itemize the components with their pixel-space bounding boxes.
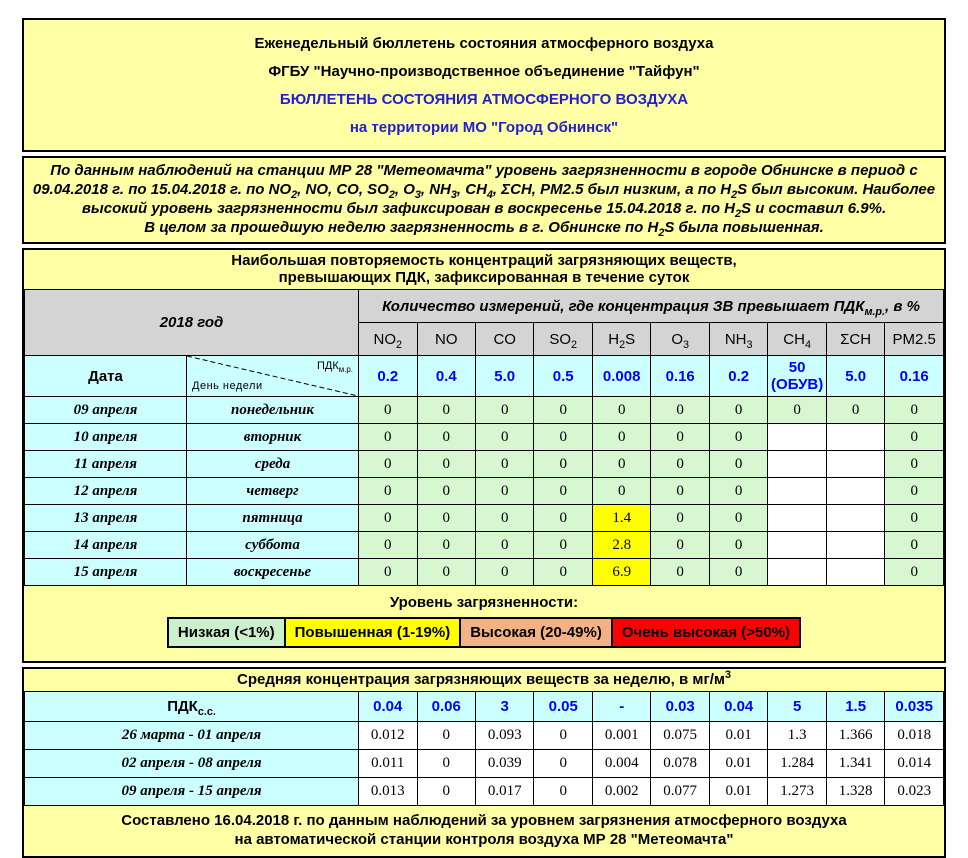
avg-value-cell: 0.004: [592, 750, 650, 778]
measurement-cell: [768, 451, 826, 478]
column-header: $H_2S$: [592, 323, 650, 356]
pdk-mr-value: 5.0: [826, 356, 884, 397]
measurement-cell: 0: [709, 478, 767, 505]
table1-title: [24, 250, 944, 289]
measurement-cell: 0: [359, 424, 417, 451]
measurement-cell: [768, 478, 826, 505]
measurement-cell: 0: [709, 532, 767, 559]
measurement-cell: 0: [592, 397, 650, 424]
column-header: $SO_2$: [534, 323, 592, 356]
pdk-mr-value: 0.4: [417, 356, 475, 397]
pdk-mr-row: [25, 356, 944, 397]
measurement-cell: 0: [768, 397, 826, 424]
pdk-ss-value: 0.03: [651, 692, 709, 722]
legend-item: Низкая (<1%): [167, 617, 286, 648]
measurement-cell: 0: [885, 559, 944, 586]
avg-value-cell: 0: [417, 750, 475, 778]
table2-title: Средняя концентрация загрязняющих веществ за неделю, в $мг/м^3$: [24, 669, 944, 691]
day-row: [25, 559, 944, 586]
measurement-cell: 0: [592, 424, 650, 451]
pdk-ss-row: [25, 692, 944, 722]
measurement-cell: 0: [475, 397, 533, 424]
pdk-ss-value: 1.5: [826, 692, 884, 722]
measurement-cell: 0: [475, 478, 533, 505]
bulletin-subtitle: Еженедельный бюллетень состояния атмосферного воздуха: [254, 35, 714, 52]
header-section: [22, 18, 946, 152]
avg-value-cell: 0: [534, 778, 592, 806]
measurement-cell: 0: [475, 505, 533, 532]
date-cell: 13 апреля: [25, 505, 187, 532]
period-cell: 09 апреля - 15 апреля: [25, 778, 359, 806]
pdk-mr-value: 0.008: [592, 356, 650, 397]
avg-value-cell: 1.341: [826, 750, 884, 778]
pdk-mr-value: 50 (ОБУВ): [768, 356, 826, 397]
avg-value-cell: 0.01: [709, 750, 767, 778]
diag-pdk-label: $ПДК_{м.р.}$: [317, 360, 354, 375]
pdk-ss-label: $ПДК_{с.с.}$: [25, 692, 359, 722]
measurement-cell: 0: [885, 505, 944, 532]
measurement-cell: 0: [592, 451, 650, 478]
date-cell: 15 апреля: [25, 559, 187, 586]
measurement-cell: 0: [651, 559, 709, 586]
summary-paragraph: По данным наблюдений на станции МР 28 "Метеомачта" уровень загрязненности в городе Обнинске в период с 09.04.2018 г. по 15.04.2018 г. по $NO_2$, NO, CO, $SO_2$, $O_3$, $NH_3$, $CH_4$, ΣCH, PM2.5 был низким, а по $H_2S$ был высоким. Наиболее высокий уровень загрязненности был зафиксирован в воскресенье 15.04.2018 г. по $H_2S$ и составил 6.9%.: [32, 162, 936, 220]
weekday-cell: воскресенье: [187, 559, 359, 586]
date-cell: 10 апреля: [25, 424, 187, 451]
pdk-mr-value: 0.16: [651, 356, 709, 397]
column-header: $CH_4$: [768, 323, 826, 356]
avg-value-cell: 0.012: [359, 722, 417, 750]
date-label: Дата: [25, 356, 187, 397]
column-header: PM2.5: [885, 323, 944, 356]
exceedance-table-header: [25, 290, 944, 397]
legend-item: Повышенная (1-19%): [284, 617, 462, 648]
avg-value-cell: 0.023: [885, 778, 944, 806]
pdk-mr-value: 0.2: [709, 356, 767, 397]
measurement-cell: [826, 424, 884, 451]
avg-value-cell: 0.011: [359, 750, 417, 778]
avg-value-cell: 0.075: [651, 722, 709, 750]
week-row: [25, 750, 944, 778]
measurement-cell: 0: [651, 424, 709, 451]
pdk-ss-value: 0.04: [359, 692, 417, 722]
measurement-cell: 0: [709, 397, 767, 424]
avg-value-cell: 0.078: [651, 750, 709, 778]
pdk-mr-value: 0.5: [534, 356, 592, 397]
avg-value-cell: 1.284: [768, 750, 826, 778]
pdk-weekday-diagonal-cell: [187, 356, 359, 397]
measurement-cell: 0: [359, 559, 417, 586]
day-row: [25, 451, 944, 478]
measurement-cell: [826, 532, 884, 559]
measurement-cell: 0: [651, 478, 709, 505]
summary-section: [22, 156, 946, 244]
pdk-ss-value: 3: [475, 692, 533, 722]
measurement-cell: 0: [709, 505, 767, 532]
measurement-cell: 0: [417, 478, 475, 505]
avg-value-cell: 1.366: [826, 722, 884, 750]
weekday-cell: пятница: [187, 505, 359, 532]
measurement-cell: 0: [534, 505, 592, 532]
measurement-cell: 0: [417, 424, 475, 451]
date-cell: 12 апреля: [25, 478, 187, 505]
avg-value-cell: 0.077: [651, 778, 709, 806]
column-header: NO: [417, 323, 475, 356]
avg-value-cell: 1.3: [768, 722, 826, 750]
avg-value-cell: 1.328: [826, 778, 884, 806]
measurement-cell: 0: [359, 397, 417, 424]
measurement-cell: 0: [651, 532, 709, 559]
avg-value-cell: 0.01: [709, 778, 767, 806]
diag-weekday-label: День недели: [192, 380, 263, 392]
table1-title-line2: превышающих ПДК, зафиксированная в течение суток: [278, 269, 690, 286]
measurement-cell: [768, 505, 826, 532]
day-row: [25, 424, 944, 451]
legend-title: Уровень загрязненности:: [389, 594, 579, 611]
day-row: [25, 397, 944, 424]
measurement-cell: 0: [651, 397, 709, 424]
footer-line1: Составлено 16.04.2018 г. по данным наблюдений за уровнем загрязнения атмосферного воздуха: [121, 812, 847, 829]
measurement-cell: 0: [359, 478, 417, 505]
pdk-ss-value: 0.05: [534, 692, 592, 722]
pollution-level-legend: [24, 586, 944, 661]
average-concentration-section: [22, 667, 946, 858]
measurement-cell: 0: [417, 532, 475, 559]
measurement-cell: 0: [592, 478, 650, 505]
average-concentration-table: [24, 691, 944, 806]
pdk-mr-value: 0.2: [359, 356, 417, 397]
period-cell: 02 апреля - 08 апреля: [25, 750, 359, 778]
avg-value-cell: 0.039: [475, 750, 533, 778]
avg-value-cell: 1.273: [768, 778, 826, 806]
exceedance-table: [24, 289, 944, 586]
organization-name: ФГБУ "Научно-производственное объединение "Тайфун": [268, 63, 700, 80]
day-row: [25, 478, 944, 505]
column-header: CO: [475, 323, 533, 356]
summary-conclusion: В целом за прошедшую неделю загрязненность в г. Обнинске по $H_2S$ была повышенная.: [144, 219, 824, 239]
measurement-cell: 0: [417, 559, 475, 586]
measurement-cell: [768, 559, 826, 586]
measurement-cell: 0: [885, 424, 944, 451]
pdk-ss-value: 0.06: [417, 692, 475, 722]
column-header: ΣCH: [826, 323, 884, 356]
measurement-cell: [826, 478, 884, 505]
avg-value-cell: 0.001: [592, 722, 650, 750]
measurement-cell: 0: [417, 451, 475, 478]
measurement-cell: 0: [885, 451, 944, 478]
pdk-ss-value: 0.035: [885, 692, 944, 722]
legend-items: [24, 617, 944, 648]
avg-value-cell: 0: [417, 722, 475, 750]
measurement-cell: [768, 424, 826, 451]
measurement-cell: [826, 451, 884, 478]
measurement-cell: 0: [885, 478, 944, 505]
date-cell: 14 апреля: [25, 532, 187, 559]
year-label: 2018 год: [25, 290, 359, 356]
measurement-cell: 0: [534, 397, 592, 424]
measurement-cell: 1.4: [592, 505, 650, 532]
avg-value-cell: 0: [417, 778, 475, 806]
pdk-mr-value: 5.0: [475, 356, 533, 397]
measurement-cell: 6.9: [592, 559, 650, 586]
average-concentration-body: [25, 722, 944, 806]
footer-note: [24, 806, 944, 856]
measurement-cell: 0: [534, 424, 592, 451]
table1-title-line1: Наибольшая повторяемость концентраций загрязняющих веществ,: [231, 252, 737, 269]
territory-line: на территории МО "Город Обнинск": [349, 119, 619, 136]
measurement-cell: 0: [475, 532, 533, 559]
column-header: $NH_3$: [709, 323, 767, 356]
measurement-cell: 0: [534, 559, 592, 586]
weekday-cell: суббота: [187, 532, 359, 559]
avg-value-cell: 0.013: [359, 778, 417, 806]
measurement-cell: 0: [534, 532, 592, 559]
exceedance-table-body: [25, 397, 944, 586]
legend-item: Высокая (20-49%): [459, 617, 613, 648]
measurement-cell: 0: [709, 424, 767, 451]
measurement-cell: [826, 505, 884, 532]
measurement-cell: [768, 532, 826, 559]
date-cell: 09 апреля: [25, 397, 187, 424]
measure-header-row: [25, 290, 944, 323]
measurement-cell: 0: [826, 397, 884, 424]
avg-value-cell: 0.018: [885, 722, 944, 750]
pdk-ss-value: -: [592, 692, 650, 722]
measurement-cell: 0: [885, 397, 944, 424]
exceedance-table-section: [22, 248, 946, 663]
date-cell: 11 апреля: [25, 451, 187, 478]
weekday-cell: вторник: [187, 424, 359, 451]
measurement-cell: 0: [359, 505, 417, 532]
measurement-cell: 0: [475, 451, 533, 478]
measurement-cell: 0: [709, 559, 767, 586]
measure-header: Количество измерений, где концентрация ЗВ превышает $ПДК_{м.р.}$, в %: [359, 290, 944, 323]
measurement-cell: 2.8: [592, 532, 650, 559]
pdk-ss-value: 5: [768, 692, 826, 722]
footer-line2: на автоматической станции контроля воздуха МР 28 "Метеомачта": [234, 831, 734, 848]
day-row: [25, 532, 944, 559]
weekday-cell: понедельник: [187, 397, 359, 424]
measurement-cell: 0: [709, 451, 767, 478]
measurement-cell: 0: [534, 478, 592, 505]
measurement-cell: 0: [651, 505, 709, 532]
day-row: [25, 505, 944, 532]
measurement-cell: 0: [359, 532, 417, 559]
measurement-cell: 0: [417, 505, 475, 532]
weekday-cell: среда: [187, 451, 359, 478]
avg-value-cell: 0.01: [709, 722, 767, 750]
measurement-cell: [826, 559, 884, 586]
weekday-cell: четверг: [187, 478, 359, 505]
bulletin-title: БЮЛЛЕТЕНЬ СОСТОЯНИЯ АТМОСФЕРНОГО ВОЗДУХА: [279, 91, 689, 108]
avg-value-cell: 0.017: [475, 778, 533, 806]
avg-value-cell: 0.093: [475, 722, 533, 750]
pdk-ss-value: 0.04: [709, 692, 767, 722]
avg-value-cell: 0.002: [592, 778, 650, 806]
measurement-cell: 0: [651, 451, 709, 478]
week-row: [25, 722, 944, 750]
week-row: [25, 778, 944, 806]
avg-value-cell: 0: [534, 722, 592, 750]
measurement-cell: 0: [885, 532, 944, 559]
column-header: $NO_2$: [359, 323, 417, 356]
measurement-cell: 0: [534, 451, 592, 478]
column-header: $O_3$: [651, 323, 709, 356]
measurement-cell: 0: [475, 424, 533, 451]
measurement-cell: 0: [359, 451, 417, 478]
avg-value-cell: 0: [534, 750, 592, 778]
avg-value-cell: 0.014: [885, 750, 944, 778]
measurement-cell: 0: [475, 559, 533, 586]
period-cell: 26 марта - 01 апреля: [25, 722, 359, 750]
pdk-mr-value: 0.16: [885, 356, 944, 397]
legend-item: Очень высокая (>50%): [611, 617, 801, 648]
measurement-cell: 0: [417, 397, 475, 424]
